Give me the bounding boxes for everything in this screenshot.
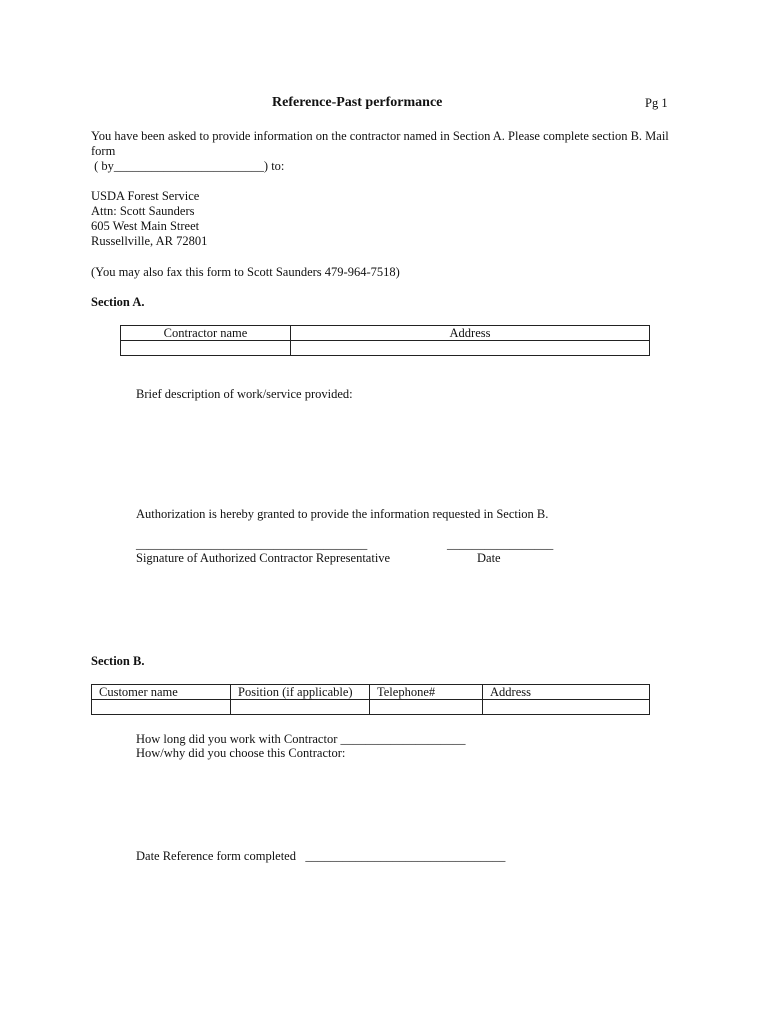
signature-label: Signature of Authorized Contractor Representative (136, 551, 391, 565)
address-line-4: Russellville, AR 72801 (91, 234, 208, 248)
customer-name-cell[interactable] (92, 700, 231, 715)
contractor-table (120, 325, 650, 356)
table-row (92, 700, 650, 715)
customer-name-header: Customer name (92, 685, 231, 700)
date-line[interactable]: _________________ (447, 537, 554, 551)
address-line-1: USDA Forest Service (91, 189, 200, 203)
customer-address-header: Address (483, 685, 650, 700)
intro-line-1: You have been asked to provide information on the contractor named in Section A. Please complete section B. Mail (91, 129, 669, 143)
section-a-heading: Section A. (91, 295, 145, 309)
page-number: Pg 1 (645, 96, 668, 110)
date-completed-field: Date Reference form completed ________________________________ (136, 849, 506, 863)
address-line-2: Attn: Scott Saunders (91, 204, 195, 218)
intro-line-2: form (91, 144, 116, 158)
customer-table (91, 684, 650, 715)
table-row (121, 341, 650, 356)
contractor-name-cell[interactable] (121, 341, 291, 356)
signature-line[interactable]: _____________________________________ (136, 537, 368, 551)
how-why-question: How/why did you choose this Contractor: (136, 746, 346, 760)
position-cell[interactable] (231, 700, 370, 715)
section-b-heading: Section B. (91, 654, 145, 668)
page-title: Reference-Past performance (272, 95, 443, 110)
contractor-address-cell[interactable] (291, 341, 650, 356)
contractor-name-header: Contractor name (121, 326, 291, 341)
position-header: Position (if applicable) (231, 685, 370, 700)
table-header-row (121, 326, 650, 341)
address-line-3: 605 West Main Street (91, 219, 200, 233)
authorization-text: Authorization is hereby granted to provide the information requested in Section B. (136, 507, 549, 521)
fax-note: (You may also fax this form to Scott Saunders 479-964-7518) (91, 265, 400, 279)
date-label: Date (477, 551, 501, 565)
intro-line-3: ( by________________________) to: (91, 159, 285, 173)
table-header-row (92, 685, 650, 700)
telephone-header: Telephone# (370, 685, 483, 700)
customer-address-cell[interactable] (483, 700, 650, 715)
description-label: Brief description of work/service provided: (136, 387, 353, 401)
telephone-cell[interactable] (370, 700, 483, 715)
address-header: Address (291, 326, 650, 341)
how-long-question: How long did you work with Contractor ____________________ (136, 732, 466, 746)
